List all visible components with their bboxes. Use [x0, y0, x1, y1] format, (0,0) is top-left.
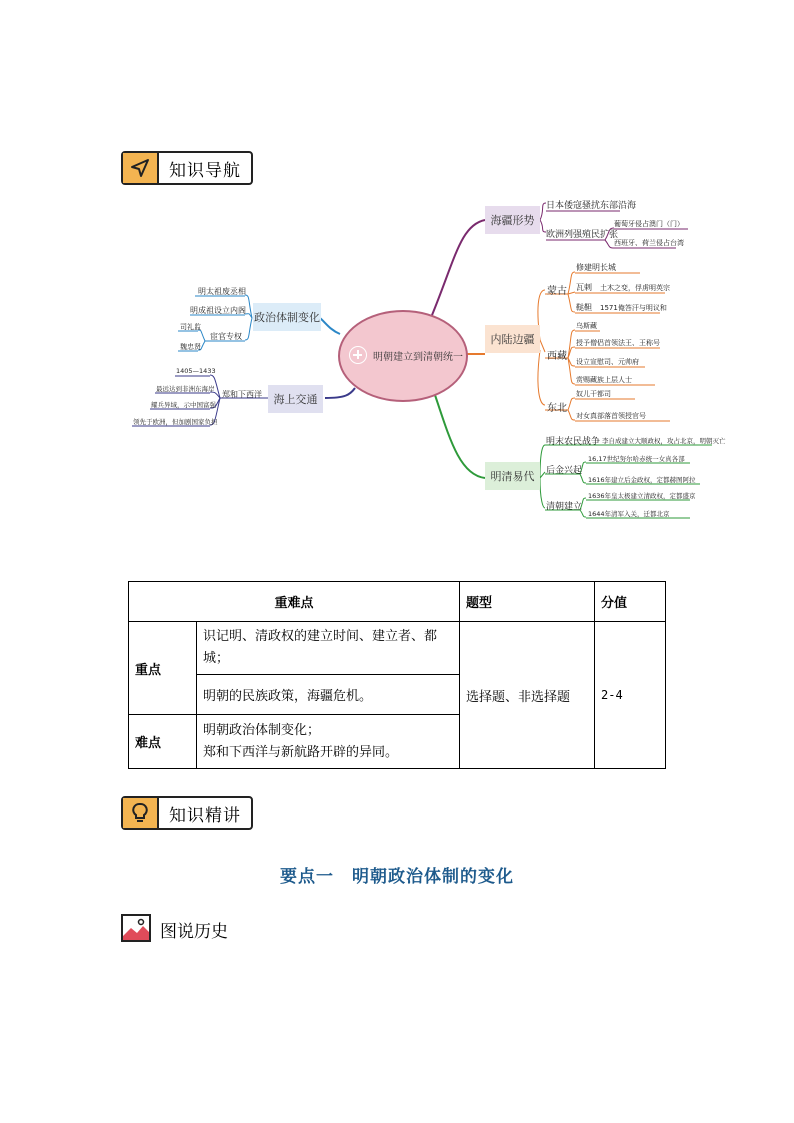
row-label-nandian: 难点	[129, 715, 197, 769]
mm-sub: 1616年建立后金政权，定都赫图阿拉	[588, 476, 696, 484]
section-knowledge-explain	[121, 796, 253, 830]
mm-item: 鞑靼	[576, 303, 592, 312]
mm-sub: 1571俺答汗与明议和	[600, 304, 667, 312]
nandian-item-1: 明朝政治体制变化；	[203, 722, 321, 738]
mm-item: 清朝建立	[546, 502, 583, 512]
score-cell: 2-4	[595, 622, 666, 769]
mm-item: 明太祖废丞相	[198, 287, 246, 296]
mm-sub: 耀兵异域，示中国富强	[151, 401, 216, 409]
mm-sub: 1644年清军入关，迁都北京	[588, 510, 670, 518]
branch-mingqing: 明清易代	[485, 462, 540, 490]
header-fenzhi: 分值	[595, 582, 666, 622]
mm-item: 设立宣慰司、元帅府	[576, 358, 639, 366]
branch-haishang: 海上交通	[268, 385, 323, 413]
mm-item: 修建明长城	[576, 263, 616, 272]
picture-icon	[121, 914, 151, 942]
mm-sub: 领先于欧洲，但加剧国家负担	[133, 418, 218, 426]
mm-sub: 李自成建立大顺政权，攻占北京，明朝灭亡	[602, 437, 726, 445]
mm-item: 赏赐藏族上层人士	[576, 376, 632, 384]
section-label: 知识精讲	[169, 805, 241, 826]
mm-sub: 西班牙、荷兰侵占台湾	[614, 239, 684, 247]
mm-item: 明成祖设立内阁	[190, 306, 246, 315]
mm-sub: 16,17世纪努尔哈赤统一女真各部	[588, 455, 685, 463]
mm-sub: 1636年皇太极建立清政权，定都盛京	[588, 492, 696, 500]
mm-sub: 土木之变，俘虏明英宗	[600, 284, 670, 292]
mm-item: 对女真部落首领授官号	[576, 412, 646, 420]
mm-item: 东北	[547, 403, 567, 414]
mm-item: 乌斯藏	[576, 322, 597, 330]
lightbulb-icon	[123, 798, 159, 828]
header-tixing: 题型	[460, 582, 595, 622]
row-label-zhongdian: 重点	[129, 622, 197, 715]
question-type-cell: 选择题、非选择题	[460, 622, 595, 769]
mm-item: 明末农民战争	[546, 437, 601, 447]
mm-item: 宦官专权	[210, 332, 242, 341]
tushuo-label: 图说历史	[160, 922, 228, 942]
mm-sub: 司礼监	[180, 323, 201, 331]
mm-item: 蒙古	[547, 286, 567, 297]
branch-neilu: 内陆边疆	[485, 325, 540, 353]
plus-circle-icon	[349, 346, 367, 364]
mm-item: 奴儿干都司	[576, 390, 611, 398]
nandian-item-2: 郑和下西洋与新航路开辟的异同。	[203, 744, 399, 760]
mm-sub: 葡萄牙侵占澳门（门）	[614, 220, 684, 228]
key-points-table	[128, 581, 666, 769]
mm-sub: 1405—1433	[176, 367, 216, 375]
mm-item: 西藏	[547, 351, 567, 362]
mm-item: 授予僧侣首领法王、王称号	[576, 339, 660, 347]
mm-item: 日本倭寇骚扰东部沿海	[546, 201, 637, 211]
mm-item: 郑和下西洋	[222, 390, 262, 399]
header-zhongnandian: 重难点	[129, 582, 460, 622]
branch-haijiang: 海疆形势	[485, 206, 540, 234]
branch-zhengzhi: 政治体制变化	[253, 303, 321, 331]
mm-sub: 最远达到非洲东海岸	[156, 385, 215, 393]
mm-item: 后金兴起	[546, 466, 583, 476]
mm-item: 瓦剌	[576, 283, 592, 292]
section-label: 知识导航	[169, 160, 241, 181]
zhongdian-item-2: 明朝的民族政策，海疆危机。	[197, 675, 460, 715]
point-heading: 要点一 明朝政治体制的变化	[280, 867, 514, 887]
mm-item: 欧洲列强殖民扩张	[546, 230, 619, 240]
mindmap-center-label: 明朝建立到清朝统一	[373, 351, 463, 363]
zhongdian-item-1: 识记明、清政权的建立时间、建立者、都城；	[197, 622, 460, 675]
mm-sub: 魏忠贤	[180, 343, 201, 351]
